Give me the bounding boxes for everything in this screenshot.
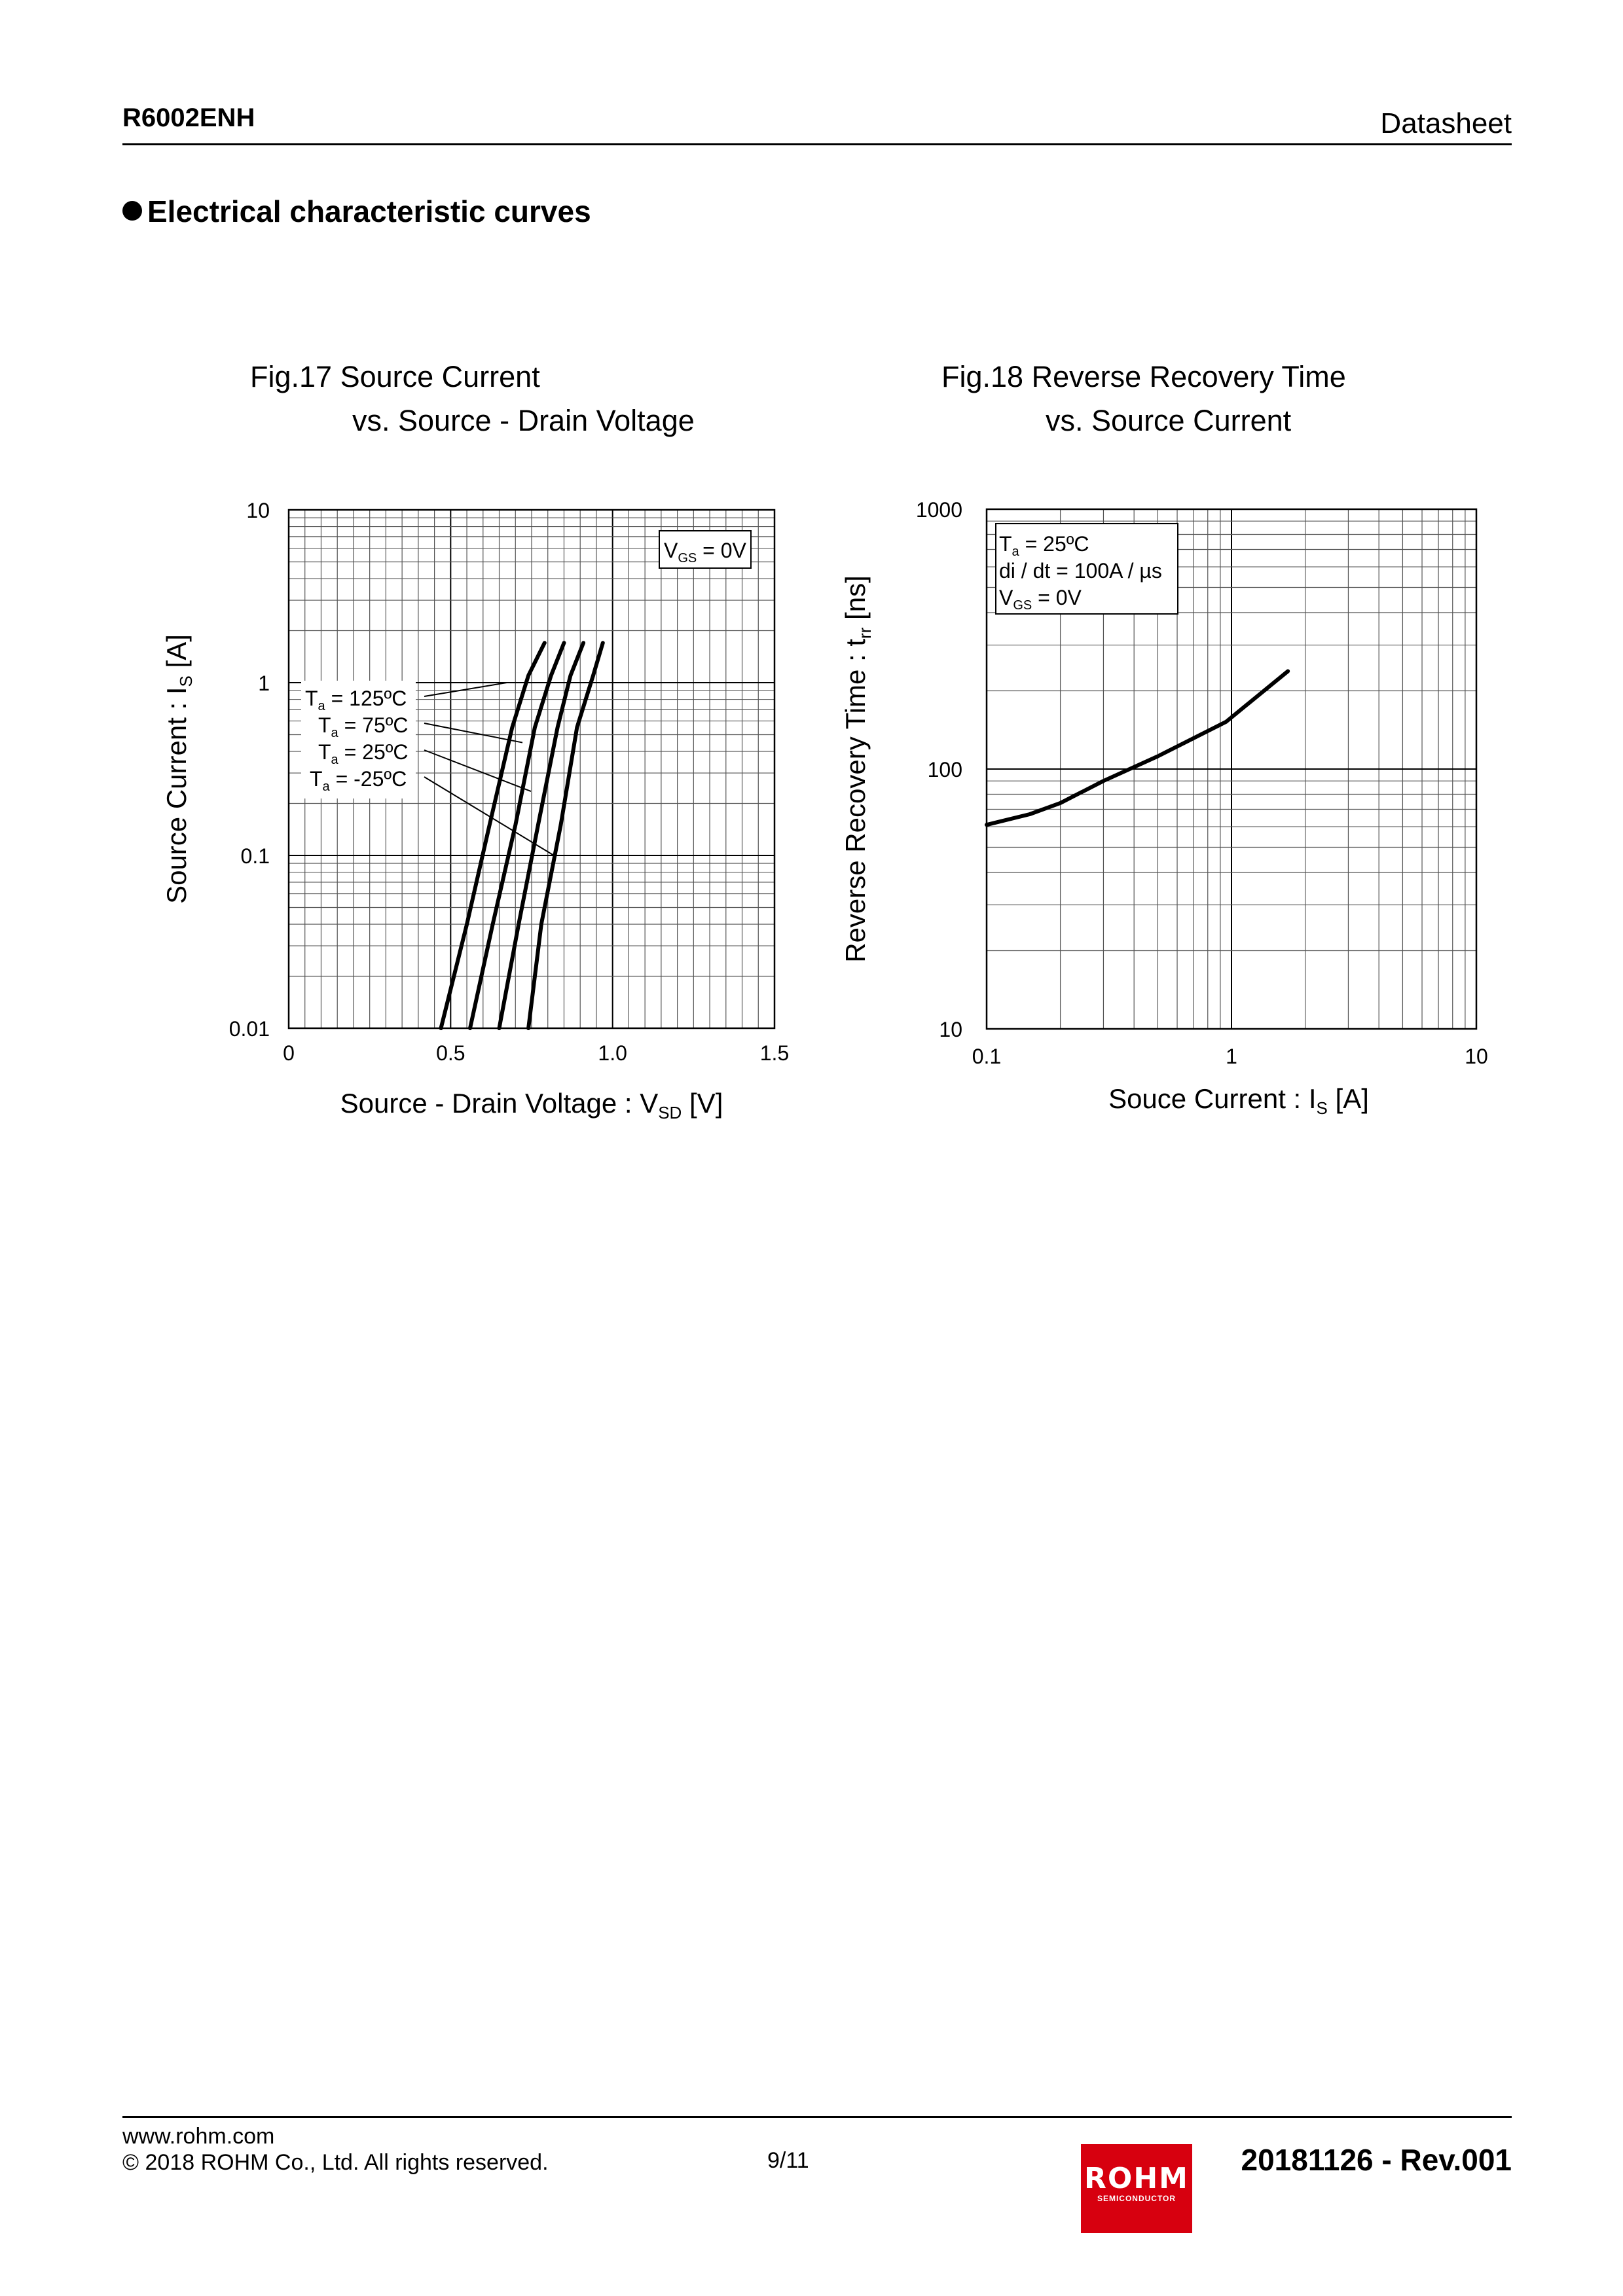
fig17-xtick-label: 0.5 <box>436 1041 465 1065</box>
fig17-legend-label: $T_a$ = 25ºC <box>318 740 409 767</box>
fig18-xlabel: Souce Current : $I_S$ [A] <box>1108 1083 1369 1118</box>
fig18-condition-text: $T_a$ = 25ºC <box>999 532 1089 559</box>
fig18-title-line2: vs. Source Current <box>1046 404 1292 437</box>
fig17-ylabel: Source Current : $I_S$ [A] <box>161 634 196 904</box>
fig17-xlabel: Source - Drain Voltage : $V_{SD}$ [V] <box>340 1088 723 1122</box>
fig17-title-line2: vs. Source - Drain Voltage <box>352 404 695 437</box>
footer-url[interactable]: www.rohm.com <box>122 2124 275 2149</box>
footer-copyright: © 2018 ROHM Co., Ltd. All rights reserved. <box>122 2150 549 2175</box>
fig17-xtick-label: 1.5 <box>759 1041 790 1065</box>
revision: 20181126 - Rev.001 <box>1241 2143 1512 2177</box>
fig17-leader-line <box>424 683 507 696</box>
logo-text: ROHM <box>1084 2162 1189 2195</box>
fig17-ytick-label: 0.1 <box>240 844 270 868</box>
fig18-ytick-label: 100 <box>927 758 962 781</box>
fig18-condition-text: $V_{GS} = 0V$ <box>999 586 1082 613</box>
footer-rule <box>122 2116 1512 2118</box>
fig18-ylabel: Reverse Recovery Time : $t_{rr}$ [ns] <box>840 575 875 963</box>
fig18-condition-text: di / dt = 100A / µs <box>999 559 1162 583</box>
fig17-ytick-label: 10 <box>246 499 270 522</box>
fig18-chart <box>840 498 1488 1118</box>
fig17-series-2 <box>470 643 564 1028</box>
fig17-legend-label: $T_a$ = -25ºC <box>310 767 407 794</box>
fig17-leader-line <box>424 777 554 855</box>
part-number: R6002ENH <box>122 103 255 132</box>
fig17-xtick-label: 0 <box>283 1041 295 1065</box>
fig17-condition-text: $V_{GS} = 0V$ <box>664 539 746 565</box>
fig17-ytick-label: 1 <box>258 672 270 695</box>
section-title: Electrical characteristic curves <box>147 194 591 228</box>
logo-subtext: SEMICONDUCTOR <box>1097 2194 1176 2203</box>
fig17-chart <box>161 499 789 1122</box>
fig18-ytick-label: 10 <box>939 1018 962 1041</box>
fig18-series-1 <box>987 672 1288 825</box>
fig18-xtick-label: 0.1 <box>972 1045 1002 1068</box>
fig18-xtick-label: 1 <box>1226 1045 1237 1068</box>
fig18-xtick-label: 10 <box>1465 1045 1488 1068</box>
fig17-leader-line <box>424 750 531 791</box>
fig17-legend-label: $T_a$ = 125ºC <box>305 687 407 713</box>
fig17-ytick-label: 0.01 <box>228 1017 270 1041</box>
fig17-leader-line <box>424 723 522 743</box>
doc-type: Datasheet <box>1380 107 1512 139</box>
fig18-title-line1: Fig.18 Reverse Recovery Time <box>941 360 1346 393</box>
fig17-xtick-label: 1.0 <box>598 1041 627 1065</box>
fig17-series-1 <box>441 643 545 1028</box>
fig17-legend-label: $T_a$ = 75ºC <box>318 713 409 740</box>
fig17-title-line1: Fig.17 Source Current <box>250 360 540 393</box>
rohm-logo <box>1081 2144 1192 2233</box>
page-number: 9/11 <box>767 2148 809 2173</box>
fig18-ytick-label: 1000 <box>915 498 962 522</box>
